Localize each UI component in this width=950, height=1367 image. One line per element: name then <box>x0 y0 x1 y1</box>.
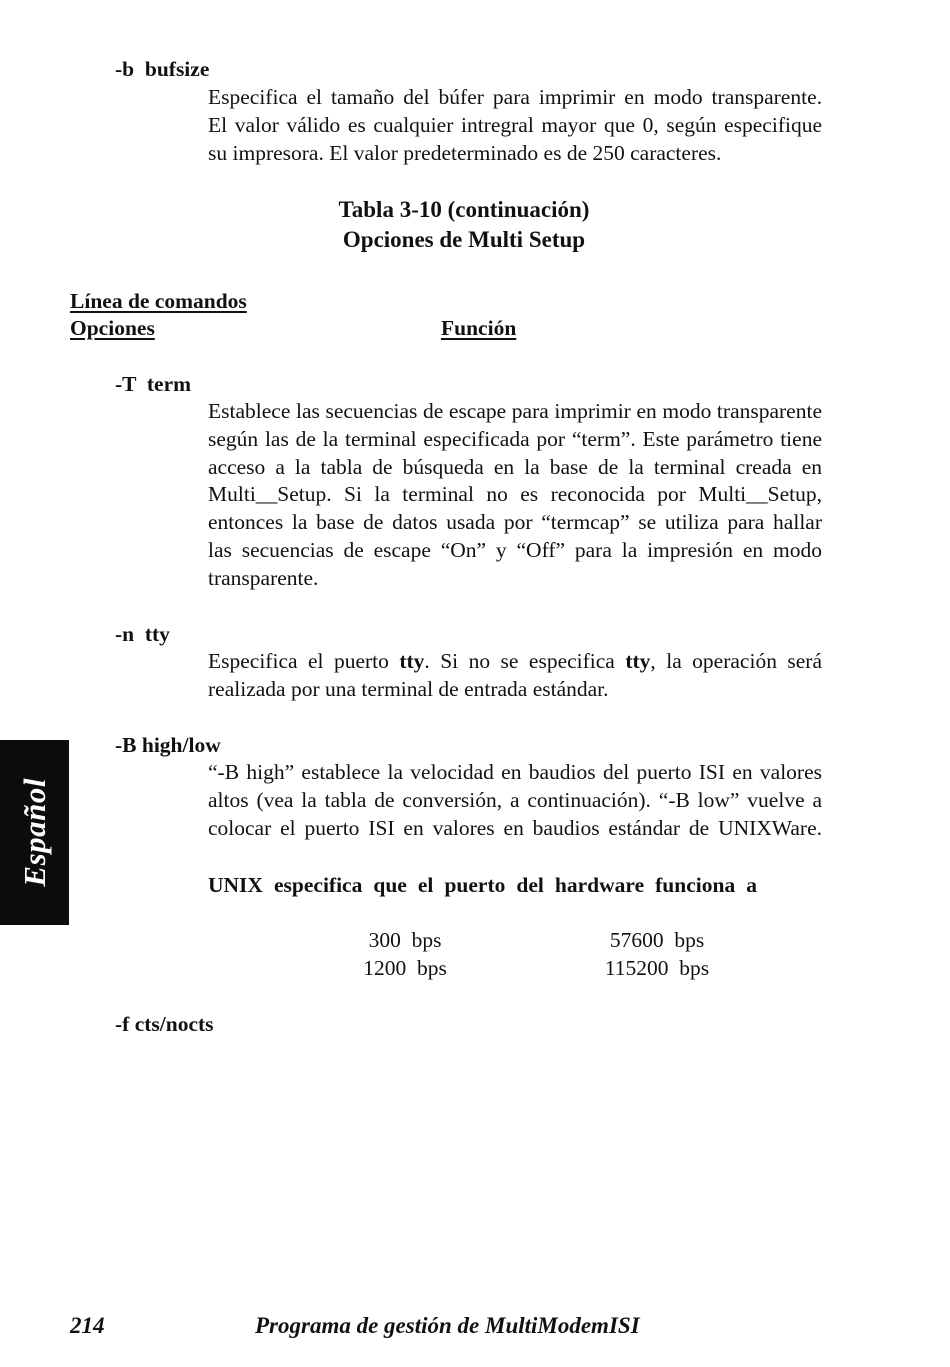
header-command-line: Línea de comandos <box>70 289 247 313</box>
page-number: 214 <box>70 1313 105 1338</box>
body-line: “-B high” establece la velocidad en baudios del puerto ISI en valores <box>208 760 822 784</box>
option-n-tty-description <box>208 648 822 704</box>
text-segment: . Si no se especifica <box>424 649 626 673</box>
body-line: El valor válido es cualquier intregral mayor que 0, según especifique <box>208 112 822 137</box>
body-line: altos (vea la tabla de conversión, a continuación). “-B low” vuelve a <box>208 787 822 812</box>
option-b-bufsize-description <box>208 84 822 167</box>
baud-rate-cell: 57600 bps <box>609 928 705 952</box>
table-title: Tabla 3-10 (continuación) <box>338 197 590 222</box>
bold-term: tty <box>625 649 651 673</box>
body-line: entonces la base de datos usada por “termcap” se utiliza para hallar <box>208 510 822 535</box>
header-function: Función <box>441 316 517 340</box>
body-line: las secuencias de escape “On” y “Off” para la impresión en modo <box>208 537 822 562</box>
body-line: Establece las secuencias de escape para imprimir en modo transparente <box>208 399 822 423</box>
language-side-tab <box>0 740 69 925</box>
body-line: colocar el puerto ISI en valores en baudios estándar de UNIXWare. <box>208 815 822 840</box>
baud-rate-cell: 300 bps <box>368 928 442 952</box>
body-line: Multi__Setup. Si la terminal no es reconocida por Multi__Setup, <box>208 482 822 507</box>
header-options: Opciones <box>70 316 155 340</box>
body-line <box>208 648 822 676</box>
option-t-term-label: -T term <box>115 372 192 396</box>
body-line: transparente. <box>208 565 319 590</box>
table-subtitle: Opciones de Multi Setup <box>342 227 586 252</box>
option-f-cts-nocts-label: -f cts/nocts <box>115 1012 214 1036</box>
baud-rate-cell: 1200 bps <box>363 956 447 980</box>
body-line: acceso a la tabla de búsqueda en la base de la terminal creada en <box>208 454 822 479</box>
language-tab-label: Español <box>17 778 52 887</box>
body-line: Especifica el tamaño del búfer para imprimir en modo transparente. <box>208 85 822 109</box>
text-segment: Especifica el puerto <box>208 649 400 673</box>
baud-rate-cell: 115200 bps <box>604 956 710 980</box>
option-b-bufsize-label: -b bufsize <box>115 57 210 81</box>
option-n-tty-label: -n tty <box>115 622 170 646</box>
option-b-high-low-label: -B high/low <box>115 733 221 757</box>
body-line: realizada por una terminal de entrada estándar. <box>208 676 609 701</box>
text-segment: , la operación será <box>650 649 823 673</box>
running-footer-title: Programa de gestión de MultiModemISI <box>255 1313 640 1338</box>
body-line: su impresora. El valor predeterminado es de 250 caracteres. <box>208 140 722 165</box>
body-line: según las de la terminal especificada por “term”. Este parámetro tiene <box>208 426 822 451</box>
unix-baud-note: UNIX especifica que el puerto del hardware funciona a <box>208 873 757 897</box>
option-t-term-description <box>208 398 822 593</box>
option-b-high-low-description <box>208 759 822 842</box>
bold-term: tty <box>399 649 425 673</box>
